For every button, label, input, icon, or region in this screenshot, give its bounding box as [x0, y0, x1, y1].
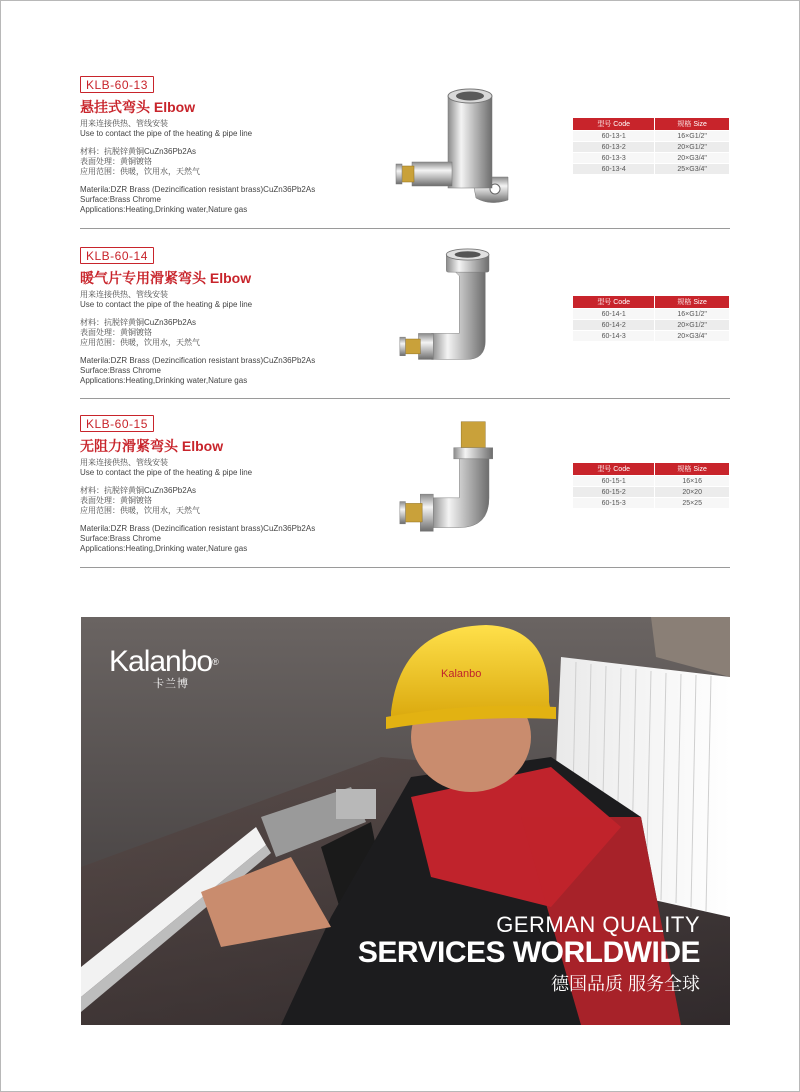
desc-en: Use to contact the pipe of the heating & pipe line: [80, 300, 253, 309]
table-header-code: 型号 Code: [573, 118, 655, 131]
cell-code: 60-15-1: [573, 476, 655, 487]
section-divider: [80, 398, 730, 399]
slogan-line-3: 德国品质 服务全球: [550, 974, 700, 994]
surface-cn: 表面处理：黄铜镀铬: [80, 496, 152, 505]
cell-size: 20×20: [655, 487, 730, 498]
desc-cn: 用来连接供热、管线安装: [80, 290, 168, 299]
banner-photo: [81, 617, 730, 1025]
table-header-size: 规格 Size: [655, 118, 730, 131]
surface-en: Surface:Brass Chrome: [80, 534, 161, 543]
material-en: Materila:DZR Brass (Dezincification resistant brass)CuZn36Pb2As: [80, 356, 316, 365]
material-cn: 材料：抗脱锌黄铜CuZn36Pb2As: [80, 486, 197, 495]
table-header-code: 型号 Code: [573, 296, 655, 309]
table-header-size: 规格 Size: [655, 296, 730, 309]
product-title: 无阻力滑紧弯头 Elbow: [80, 438, 224, 454]
application-en: Applications:Heating,Drinking water,Nature gas: [80, 205, 248, 214]
table-row: [573, 476, 730, 487]
cell-code: 60-13-1: [573, 131, 655, 142]
table-row: [573, 309, 730, 320]
product-code-tag: KLB-60-13: [80, 76, 154, 93]
table-header-code: 型号 Code: [573, 463, 655, 476]
cell-code: 60-15-2: [573, 487, 655, 498]
logo-chinese: 卡兰博: [153, 678, 189, 690]
table-row: [573, 487, 730, 498]
material-cn: 材料：抗脱锌黄铜CuZn36Pb2As: [80, 147, 197, 156]
spec-table-3: [572, 462, 730, 509]
desc-en: Use to contact the pipe of the heating & pipe line: [80, 129, 253, 138]
application-cn: 应用范围：供暖，饮用水，天然气: [80, 506, 200, 515]
free-flow-elbow-product-image: [390, 418, 510, 548]
product-title: 暖气片专用滑紧弯头 Elbow: [80, 270, 252, 286]
spec-table-1: [572, 117, 730, 175]
surface-en: Surface:Brass Chrome: [80, 195, 161, 204]
cell-code: 60-14-2: [573, 320, 655, 331]
table-row: [573, 331, 730, 342]
cell-size: 20×G3/4": [655, 153, 730, 164]
cell-size: 25×25: [655, 498, 730, 509]
cell-code: 60-14-1: [573, 309, 655, 320]
cell-code: 60-13-4: [573, 164, 655, 175]
application-en: Applications:Heating,Drinking water,Nature gas: [80, 376, 248, 385]
material-en: Materila:DZR Brass (Dezincification resistant brass)CuZn36Pb2As: [80, 524, 316, 533]
table-row: [573, 153, 730, 164]
wall-elbow-product-image: [390, 82, 510, 212]
cell-size: 16×G1/2": [655, 131, 730, 142]
cell-size: 20×G1/2": [655, 142, 730, 153]
logo-text: Kalanbo: [109, 645, 213, 678]
table-row: [573, 131, 730, 142]
cell-code: 60-13-2: [573, 142, 655, 153]
table-row: [573, 164, 730, 175]
table-header-size: 规格 Size: [655, 463, 730, 476]
cell-size: 20×G3/4": [655, 331, 730, 342]
spec-table-2: [572, 295, 730, 342]
material-en: Materila:DZR Brass (Dezincification resistant brass)CuZn36Pb2As: [80, 185, 316, 194]
registered-mark: ®: [212, 657, 218, 667]
slogan: [358, 913, 700, 997]
cell-size: 16×G1/2": [655, 309, 730, 320]
cell-size: 20×G1/2": [655, 320, 730, 331]
desc-cn: 用来连接供热、管线安装: [80, 458, 168, 467]
application-en: Applications:Heating,Drinking water,Nature gas: [80, 544, 248, 553]
radiator-elbow-product-image: [390, 248, 510, 378]
product-code-tag: KLB-60-14: [80, 247, 154, 264]
table-row: [573, 498, 730, 509]
cell-size: 25×G3/4": [655, 164, 730, 175]
helmet-logo: Kalanbo: [441, 668, 482, 680]
desc-en: Use to contact the pipe of the heating & pipe line: [80, 468, 253, 477]
cell-code: 60-13-3: [573, 153, 655, 164]
surface-en: Surface:Brass Chrome: [80, 366, 161, 375]
cell-size: 16×16: [655, 476, 730, 487]
table-row: [573, 320, 730, 331]
section-divider: [80, 567, 730, 568]
table-row: [573, 142, 730, 153]
surface-cn: 表面处理：黄铜镀铬: [80, 157, 152, 166]
slogan-line-2: SERVICES WORLDWIDE: [357, 936, 700, 969]
material-cn: 材料：抗脱锌黄铜CuZn36Pb2As: [80, 318, 197, 327]
product-title: 悬挂式弯头 Elbow: [80, 99, 196, 115]
application-cn: 应用范围：供暖，饮用水，天然气: [80, 338, 200, 347]
cell-code: 60-15-3: [573, 498, 655, 509]
slogan-line-1: GERMAN QUALITY: [496, 912, 700, 937]
product-code-tag: KLB-60-15: [80, 415, 154, 432]
brand-logo: [109, 647, 218, 691]
desc-cn: 用来连接供热、管线安装: [80, 119, 168, 128]
logo-wordmark: [109, 647, 218, 677]
application-cn: 应用范围：供暖，饮用水，天然气: [80, 167, 200, 176]
surface-cn: 表面处理：黄铜镀铬: [80, 328, 152, 337]
cell-code: 60-14-3: [573, 331, 655, 342]
section-divider: [80, 228, 730, 229]
